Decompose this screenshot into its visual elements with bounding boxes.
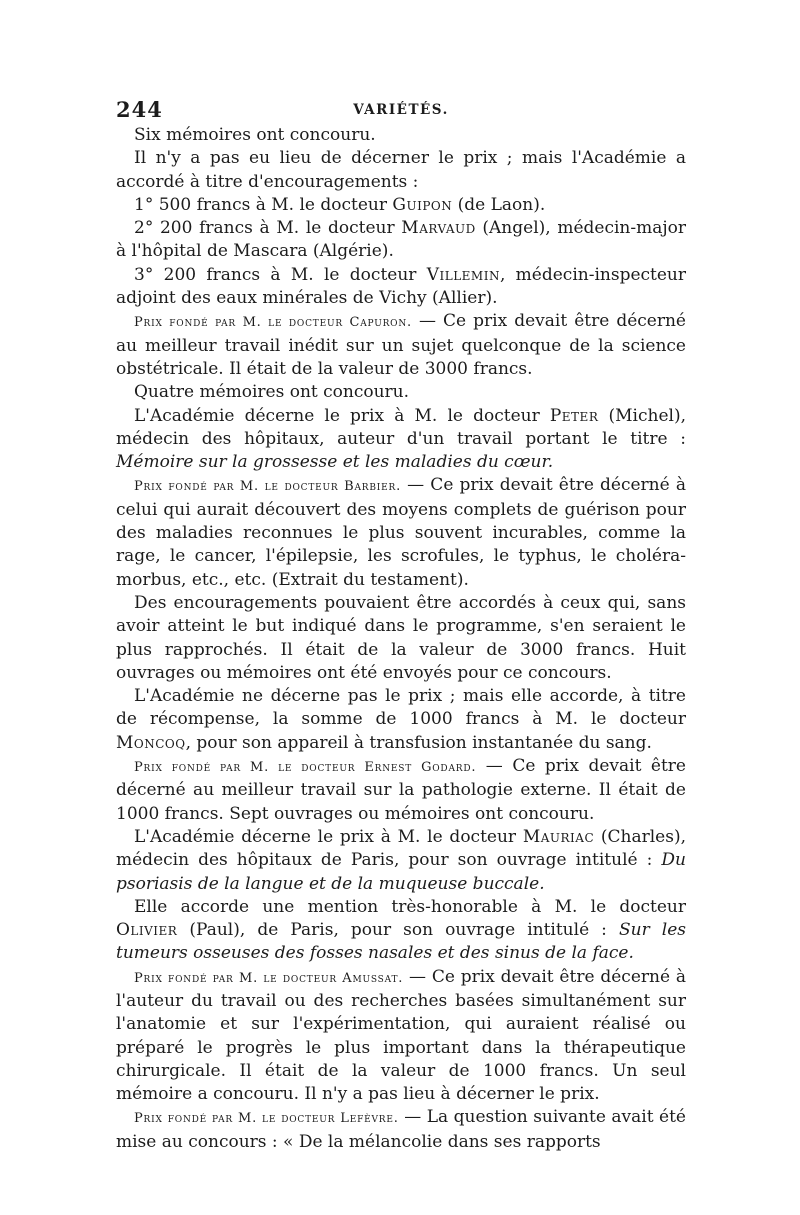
paragraph-10 bbox=[116, 592, 686, 685]
paragraph-6 bbox=[116, 310, 686, 381]
paragraph-text: Elle accorde une mention très-honorable à M. le docteur bbox=[134, 896, 686, 917]
paragraph-text: (de Laon). bbox=[452, 194, 546, 215]
laureate-name: Guipon bbox=[392, 194, 453, 215]
paragraph-text: 3° 200 francs à M. le docteur bbox=[134, 264, 427, 285]
laureate-name: Peter bbox=[549, 405, 599, 426]
paragraph-text: 2° 200 francs à M. le docteur bbox=[134, 218, 402, 239]
running-title: VARIÉTÉS. bbox=[353, 102, 449, 118]
laureate-name: Mauriac bbox=[522, 826, 595, 847]
paragraph-text: 1° 500 francs à M. le docteur bbox=[134, 194, 393, 215]
paragraph-text: , pour son appareil à transfusion instantanée du sang. bbox=[185, 732, 652, 753]
laureate-name: Moncoq bbox=[116, 732, 186, 753]
paragraph-text: (Paul), de Paris, pour son ouvrage intitulé : bbox=[177, 920, 619, 941]
prize-heading: Prix fondé par M. le docteur Capuron. bbox=[134, 315, 412, 331]
paragraph-2 bbox=[116, 147, 686, 194]
laureate-name: Villemin bbox=[426, 264, 500, 285]
paragraph-text: — Ce prix devait être décerné à celui qui aurait découvert des moyens complets de guérison pour des maladies reconnues le plus souvent incurables, comme la rage, le cancer, l'épilepsie, les scrofules, le typhus, le choléra-morbus, etc., etc. (Extrait du testament). bbox=[116, 475, 686, 590]
paragraph-text: — Ce prix devait être décerné à l'auteur du travail ou des recherches basées simultanément sur l'anatomie et sur l'expérimentation, qui auraient réalisé ou préparé le progrès le plus important dans la thérapeutique chirurgicale. Il était de la valeur de 1000 francs. Un seul mémoire a concouru. Il n'y a pas lieu à décerner le prix. bbox=[116, 966, 686, 1105]
paragraph-text: (Charles), médecin des hôpitaux de Paris, pour son ouvrage intitulé : bbox=[116, 826, 686, 871]
paragraph-text: — Ce prix devait être décerné au meilleur travail inédit sur un sujet quelconque de la science obstétricale. Il était de la valeur de 3000 francs. bbox=[116, 311, 686, 379]
page-header bbox=[116, 97, 686, 123]
work-title: Du psoriasis de la langue et de la muqueuse buccale. bbox=[116, 850, 686, 894]
prize-heading: Prix fondé par M. le docteur Ernest Godard. bbox=[134, 760, 477, 776]
paragraph-11 bbox=[116, 685, 686, 755]
paragraph-13 bbox=[116, 826, 686, 896]
paragraph-text: Des encouragements pouvaient être accordés à ceux qui, sans avoir atteint le but indiqué dans le programme, s'en seraient le plus rapprochés. Il était de la valeur de 3000 francs. Huit ouvrages ou mémoires ont été envoyés pour ce concours. bbox=[116, 592, 686, 683]
work-title: Sur les tumeurs osseuses des fosses nasales et des sinus de la face. bbox=[116, 920, 686, 964]
paragraph-text: Quatre mémoires ont concouru. bbox=[134, 382, 410, 403]
paragraph-text: L'Académie décerne le prix à M. le docteur bbox=[134, 405, 550, 426]
paragraph-5 bbox=[116, 264, 686, 311]
paragraph-4 bbox=[116, 217, 686, 264]
paragraph-9 bbox=[116, 474, 686, 591]
paragraph-14 bbox=[116, 896, 686, 966]
paragraph-16 bbox=[116, 1106, 686, 1154]
paragraph-8 bbox=[116, 405, 686, 475]
paragraph-text: , médecin-inspecteur adjoint des eaux minérales de Vichy (Allier). bbox=[116, 264, 686, 309]
paragraph-text: — La question suivante avait été mise au concours : « De la mélancolie dans ses rapports bbox=[116, 1107, 686, 1152]
prize-heading: Prix fondé par M. le docteur Amussat. bbox=[134, 970, 404, 986]
laureate-name: Marvaud bbox=[401, 218, 476, 239]
prize-heading: Prix fondé par M. le docteur Lefèvre. bbox=[134, 1111, 399, 1127]
paragraph-text: L'Académie décerne le prix à M. le docteur bbox=[134, 826, 523, 847]
prize-heading: Prix fondé par M. le docteur Barbier. bbox=[134, 479, 402, 495]
paragraph-text: — Ce prix devait être décerné au meilleur travail sur la pathologie externe. Il était de 1000 francs. Sept ouvrages ou mémoires ont concouru. bbox=[116, 756, 686, 824]
page-body bbox=[116, 124, 686, 1154]
paragraph-text: Il n'y a pas eu lieu de décerner le prix ; mais l'Académie a accordé à titre d'encouragements : bbox=[116, 148, 686, 192]
paragraph-text: (Michel), médecin des hôpitaux, auteur d'un travail portant le titre : bbox=[116, 405, 686, 449]
paragraph-text: (Angel), médecin-major à l'hôpital de Mascara (Algérie). bbox=[116, 218, 687, 262]
page-number: 244 bbox=[116, 97, 163, 122]
paragraph-7 bbox=[116, 381, 686, 404]
paragraph-3 bbox=[116, 194, 686, 217]
work-title: Mémoire sur la grossesse et les maladies du cœur. bbox=[116, 452, 554, 473]
paragraph-12 bbox=[116, 755, 686, 826]
paragraph-15 bbox=[116, 966, 686, 1107]
laureate-name: Olivier bbox=[116, 920, 178, 941]
paragraph-1 bbox=[116, 124, 686, 147]
paragraph-text: Six mémoires ont concouru. bbox=[134, 125, 376, 145]
paragraph-text: L'Académie ne décerne pas le prix ; mais elle accorde, à titre de récompense, la somme de 1000 francs à M. le docteur bbox=[116, 686, 686, 730]
